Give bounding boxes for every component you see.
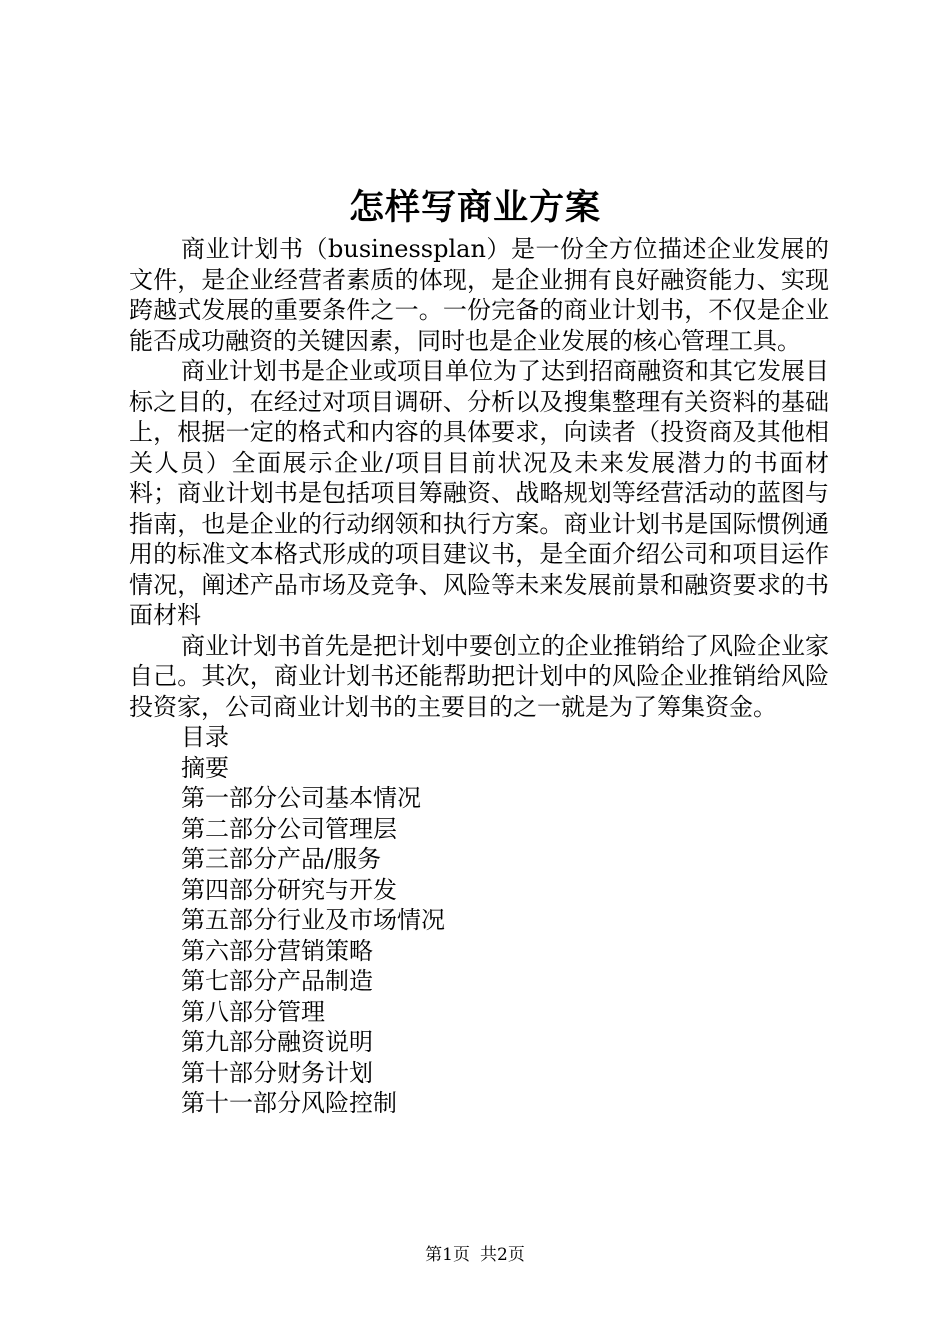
toc-heading: 目录 (181, 723, 229, 751)
toc-item: 第五部分行业及市场情况 (181, 906, 445, 934)
toc-item: 第一部分公司基本情况 (181, 784, 421, 812)
toc-item: 第十部分财务计划 (181, 1058, 373, 1087)
page-number-total: 共2页 (480, 1245, 525, 1265)
paragraph-purpose: 商业计划书首先是把计划中要创立的企业推销给了风险企业家自己。其次，商业计划书还能帮助把计划中的风险企业推销给风险投资家，公司商业计划书的主要目的之一就是为了筹集资金。 (129, 631, 829, 721)
document-title: 怎样写商业方案 (348, 187, 601, 228)
toc-item: 第四部分研究与开发 (181, 875, 397, 904)
paragraph-definition: 商业计划书是企业或项目单位为了达到招商融资和其它发展目标之目的，在经过对项目调研、分析以及搜集整理有关资料的基础上，根据一定的格式和内容的具体要求，向读者（投资商及其他相关人员）全面展示企业/项目目前状况及未来发展潜力的书面材料；商业计划书是包括项目筹融资、战略规划等经营活动的蓝图与指南，也是企业的行动纲领和执行方案。商业计划书是国际惯例通用的标准文本格式形成的项目建议书，是全面介绍公司和项目运作情况，阐述产品市场及竞争、风险等未来发展前景和融资要求的书面材料 (129, 357, 829, 629)
toc-item: 第六部分营销策略 (181, 936, 373, 965)
page-number-current: 第1页 (425, 1245, 470, 1265)
page-footer (0, 1243, 950, 1267)
table-of-contents (129, 722, 829, 1119)
toc-item: 第三部分产品/服务 (181, 845, 382, 873)
toc-item: 摘要 (181, 753, 229, 782)
toc-item: 第二部分公司管理层 (181, 814, 397, 843)
toc-item: 第九部分融资说明 (181, 1028, 373, 1056)
toc-item: 第七部分产品制造 (181, 967, 373, 995)
toc-item: 第八部分管理 (181, 997, 325, 1026)
paragraph-intro: 商业计划书（businessplan）是一份全方位描述企业发展的文件，是企业经营者素质的体现，是企业拥有良好融资能力、实现跨越式发展的重要条件之一。一份完备的商业计划书，不仅是企业能否成功融资的关键因素，同时也是企业发展的核心管理工具。 (129, 235, 829, 355)
toc-item: 第十一部分风险控制 (181, 1089, 397, 1117)
document-body (129, 234, 829, 1119)
